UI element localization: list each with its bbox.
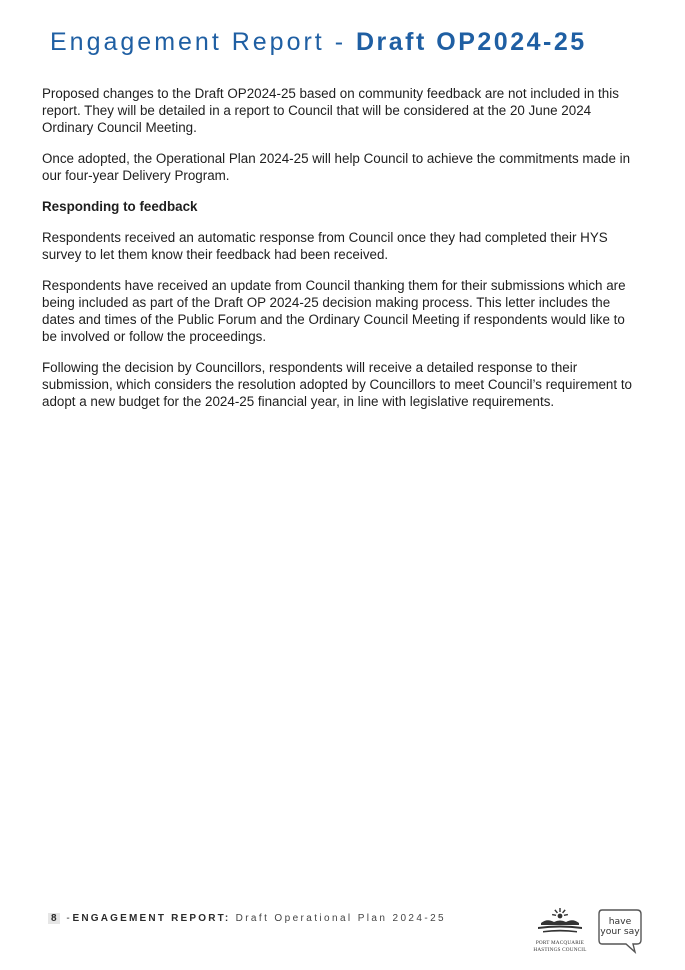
- council-logo-icon: [535, 907, 585, 937]
- report-body: [42, 85, 642, 424]
- page-footer: [48, 913, 446, 924]
- paragraph-following-decision: Following the decision by Councillors, respondents will receive a detailed response to their submission, which considers the resolution adopted by Councillors to meet Council’s requirement to adopt a new budget for the 2024-25 financial year, in line with legislative requirements.: [42, 360, 632, 409]
- have-your-say-logo: [597, 907, 643, 955]
- paragraph-proposed-changes: Proposed changes to the Draft OP2024-25 based on community feedback are not included in this report. They will be detailed in a report to Council that will be considered at the 20 June 2024 Ordinary Council Meeting.: [42, 86, 619, 135]
- hys-line1: have: [608, 916, 632, 927]
- council-name-line2: HASTINGS COUNCIL: [533, 947, 587, 953]
- paragraph-update-received: Respondents have received an update from Council thanking them for their submissions which are being included as part of the Draft OP 2024-25 decision making process. This letter includes the dates and times of the Public Forum and the Ordinary Council Meeting if respondents would like to be involved or follow the proceedings.: [42, 278, 626, 344]
- paragraph-automatic-response: Respondents received an automatic response from Council once they had completed their HYS survey to let them know their feedback had been received.: [42, 230, 608, 262]
- paragraph-once-adopted: Once adopted, the Operational Plan 2024-25 will help Council to achieve the commitments made in our four-year Delivery Program.: [42, 151, 631, 183]
- footer-separator: -: [63, 913, 73, 924]
- title-light: Engagement Report -: [50, 28, 356, 56]
- title-bold: Draft OP2024-25: [355, 28, 587, 56]
- footer-label-bold: ENGAGEMENT REPORT:: [72, 913, 231, 924]
- council-name-line1: PORT MACQUARIE: [535, 940, 585, 946]
- hys-line2: your say: [600, 926, 640, 937]
- page-title: [50, 28, 587, 57]
- council-logo: [527, 907, 593, 957]
- section-heading: Responding to feedback: [42, 199, 198, 214]
- page-number: 8: [48, 913, 60, 924]
- footer-label-light: Draft Operational Plan 2024-25: [230, 913, 447, 924]
